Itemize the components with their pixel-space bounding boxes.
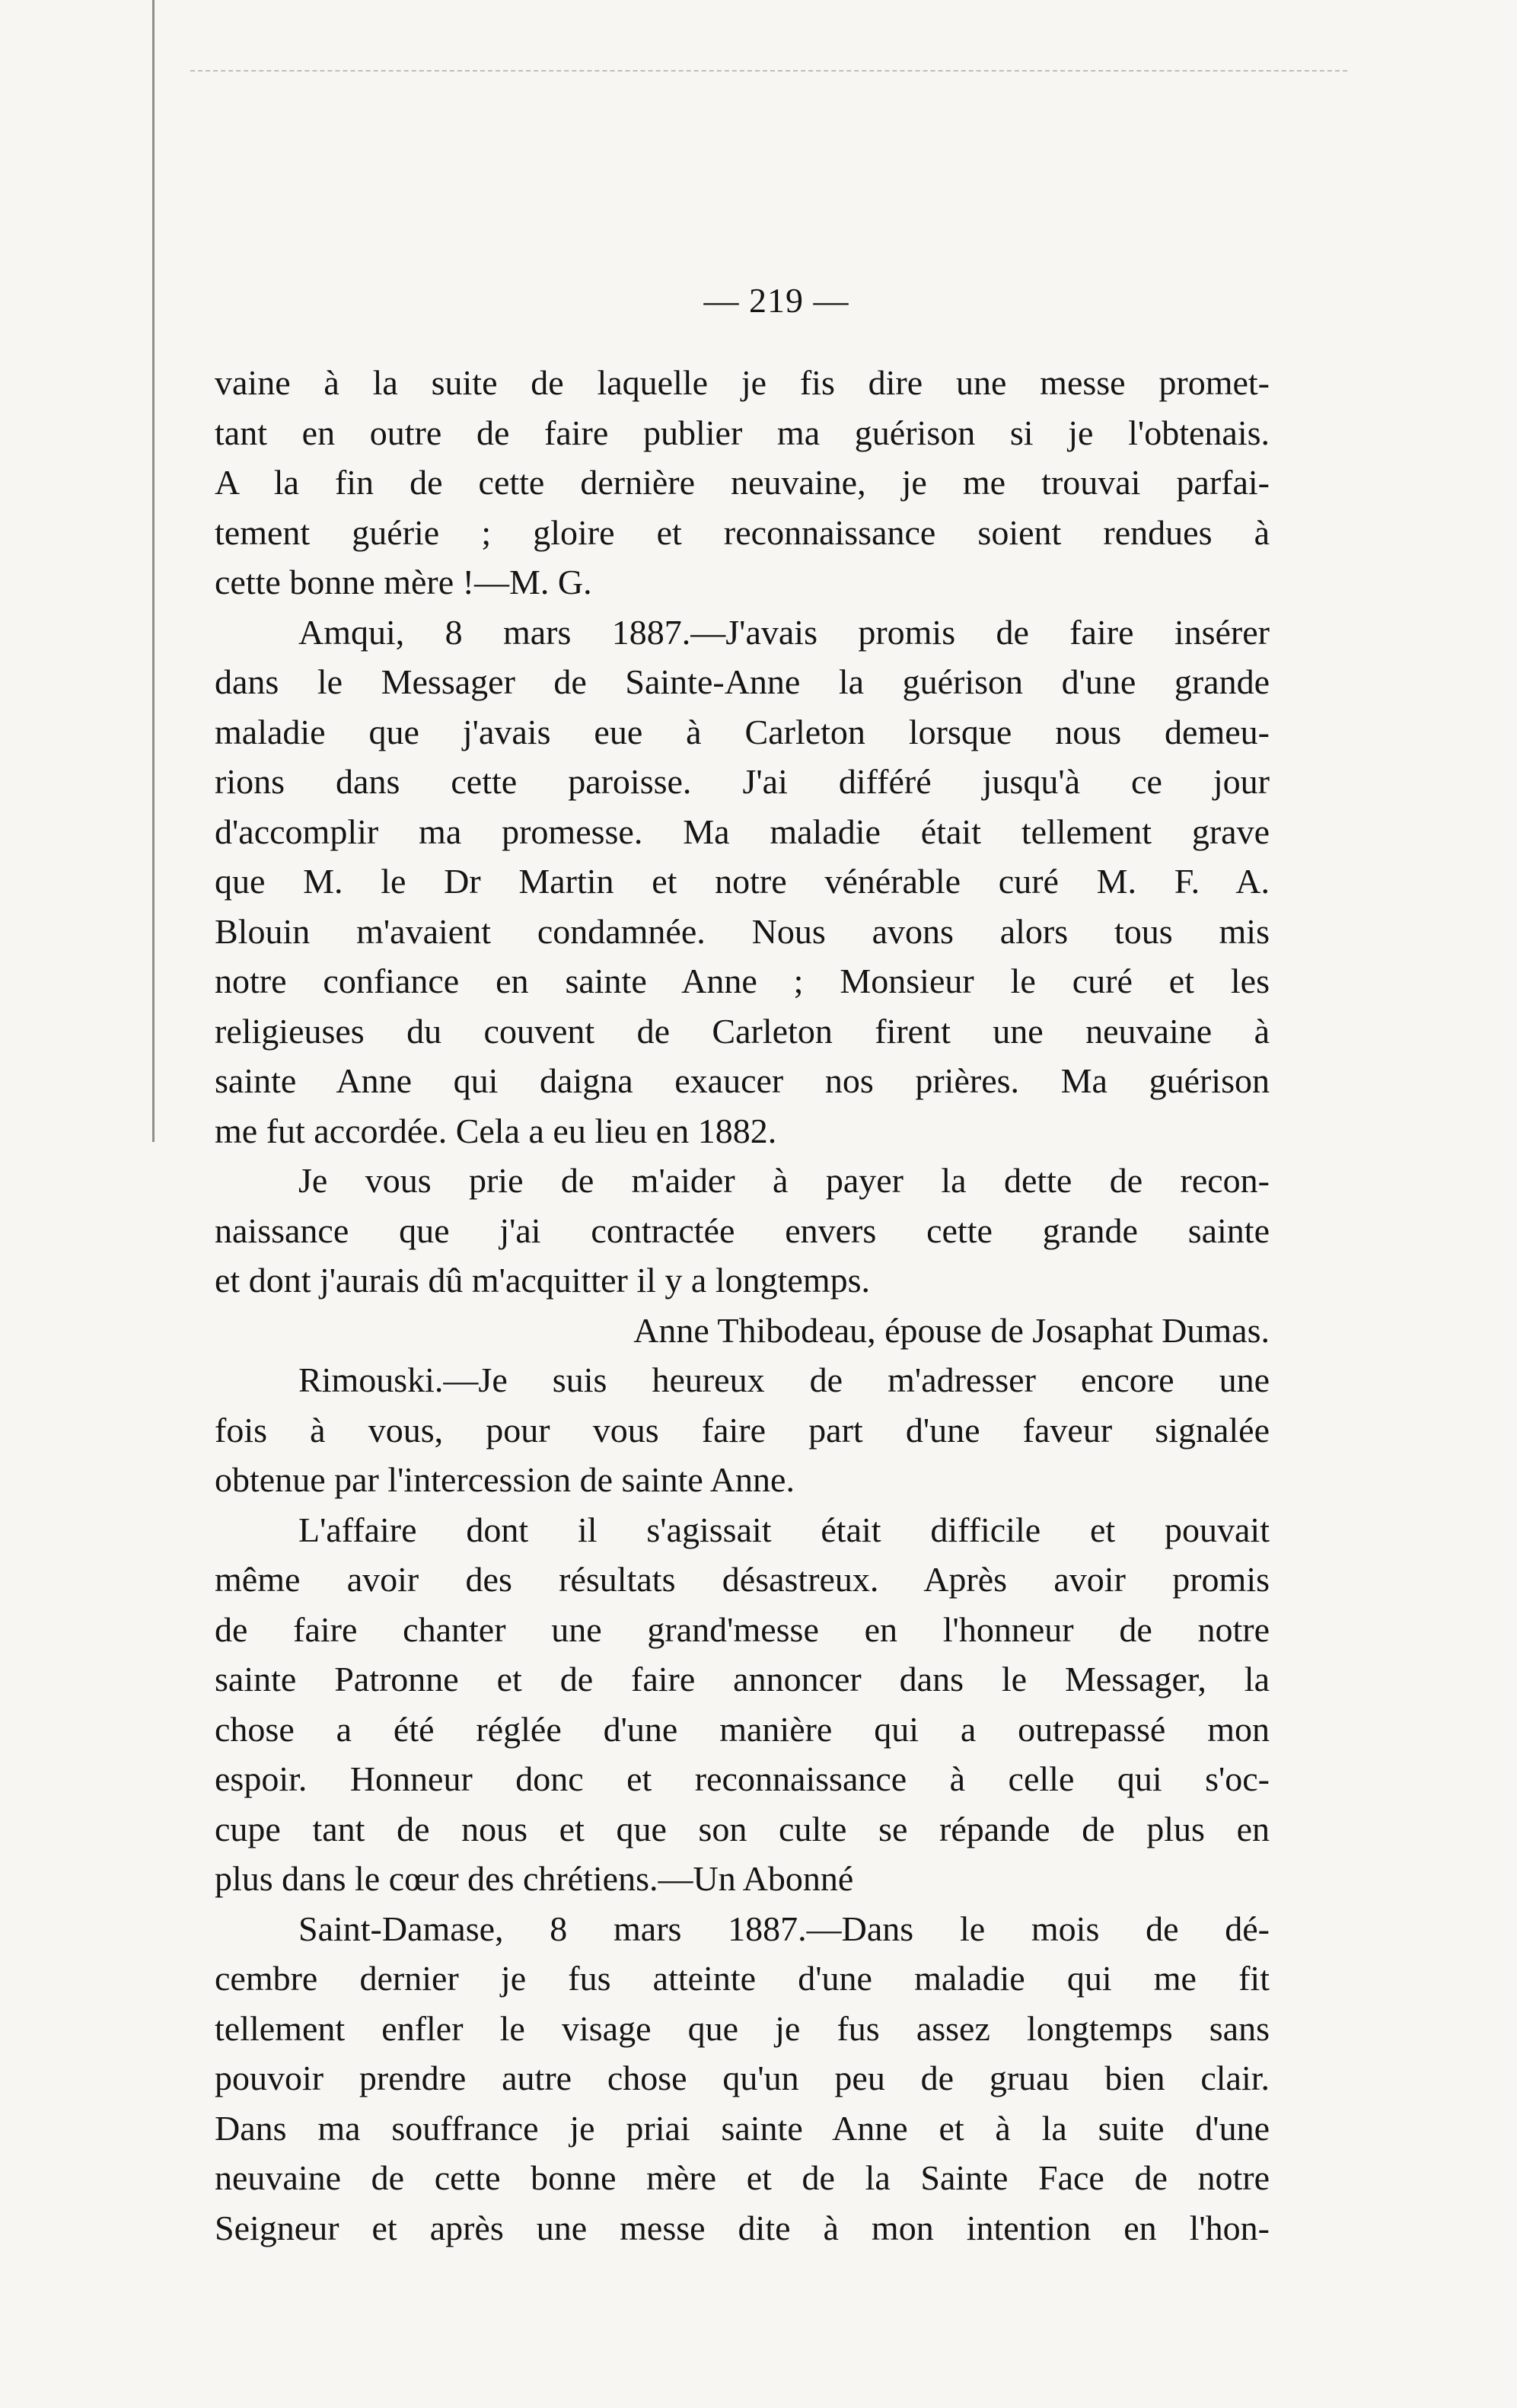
text-line: Dans ma souffrance je priai sainte Anne et à la suite d'une [215,2108,1270,2148]
text-line: même avoir des résultats désastreux. Après avoir promis [215,1560,1270,1599]
text-line: tellement enfler le visage que je fus assez longtemps sans [215,2008,1270,2048]
text-line: dans le Messager de Sainte-Anne la guérison d'une grande [215,662,1270,701]
scan-page-edge [152,0,185,1142]
body-text [215,358,1270,2253]
text-line: L'affaire dont il s'agissait était difficile et pouvait [298,1510,1270,1549]
text-line: de faire chanter une grand'messe en l'honneur de notre [215,1609,1270,1649]
text-line: maladie que j'avais eue à Carleton lorsque nous demeu- [215,712,1270,751]
text-line: tement guérie ; gloire et reconnaissance soient rendues à [215,512,1270,552]
text-line: que M. le Dr Martin et notre vénérable curé M. F. A. [215,862,1270,901]
text-line: et dont j'aurais dû m'acquitter il y a longtemps. [215,1261,870,1300]
page-number: — 219 — [703,281,849,320]
text-line: rions dans cette paroisse. J'ai différé jusqu'à ce jour [215,762,1270,801]
text-line: A la fin de cette dernière neuvaine, je me trouvai parfai- [215,463,1270,502]
signature-line: Anne Thibodeau, épouse de Josaphat Dumas. [633,1310,1270,1350]
text-line: plus dans le cœur des chrétiens.—Un Abonné [215,1859,854,1898]
text-line: Saint-Damase, 8 mars 1887.—Dans le mois de dé- [298,1909,1270,1948]
text-line: cembre dernier je fus atteinte d'une maladie qui me fit [215,1959,1270,1998]
text-line: chose a été réglée d'une manière qui a outrepassé mon [215,1709,1270,1749]
text-line: Seigneur et après une messe dite à mon intention en l'hon- [215,2208,1270,2247]
text-line: tant en outre de faire publier ma guérison si je l'obtenais. [215,413,1270,452]
text-line: sainte Patronne et de faire annoncer dans le Messager, la [215,1660,1270,1698]
text-line: d'accomplir ma promesse. Ma maladie était tellement grave [215,812,1270,851]
text-line: notre confiance en sainte Anne ; Monsieur le curé et les [215,962,1270,1000]
text-line: religieuses du couvent de Carleton firent une neuvaine à [215,1011,1270,1051]
text-line: espoir. Honneur donc et reconnaissance à celle qui s'oc- [215,1759,1270,1798]
text-line: Rimouski.—Je suis heureux de m'adresser encore une [298,1360,1270,1399]
text-line: cette bonne mère !—M. G. [215,563,592,601]
text-line: obtenue par l'intercession de sainte Anne. [215,1460,795,1499]
text-line: Amqui, 8 mars 1887.—J'avais promis de faire insérer [298,612,1270,652]
text-line: sainte Anne qui daigna exaucer nos prières. Ma guérison [215,1061,1270,1100]
text-line: naissance que j'ai contractée envers cette grande sainte [215,1210,1270,1250]
text-line: fois à vous, pour vous faire part d'une faveur signalée [215,1410,1270,1450]
text-line: neuvaine de cette bonne mère et de la Sainte Face de notre [215,2158,1270,2197]
text-line: pouvoir prendre autre chose qu'un peu de gruau bien clair. [215,2059,1270,2097]
text-line: Je vous prie de m'aider à payer la dette de recon- [298,1161,1270,1200]
scan-top-rule [190,70,1347,72]
text-line: Blouin m'avaient condamnée. Nous avons alors tous mis [215,911,1270,951]
text-line: vaine à la suite de laquelle je fis dire une messe promet- [215,363,1270,402]
text-line: me fut accordée. Cela a eu lieu en 1882. [215,1111,777,1150]
text-line: cupe tant de nous et que son culte se répande de plus en [215,1809,1270,1848]
